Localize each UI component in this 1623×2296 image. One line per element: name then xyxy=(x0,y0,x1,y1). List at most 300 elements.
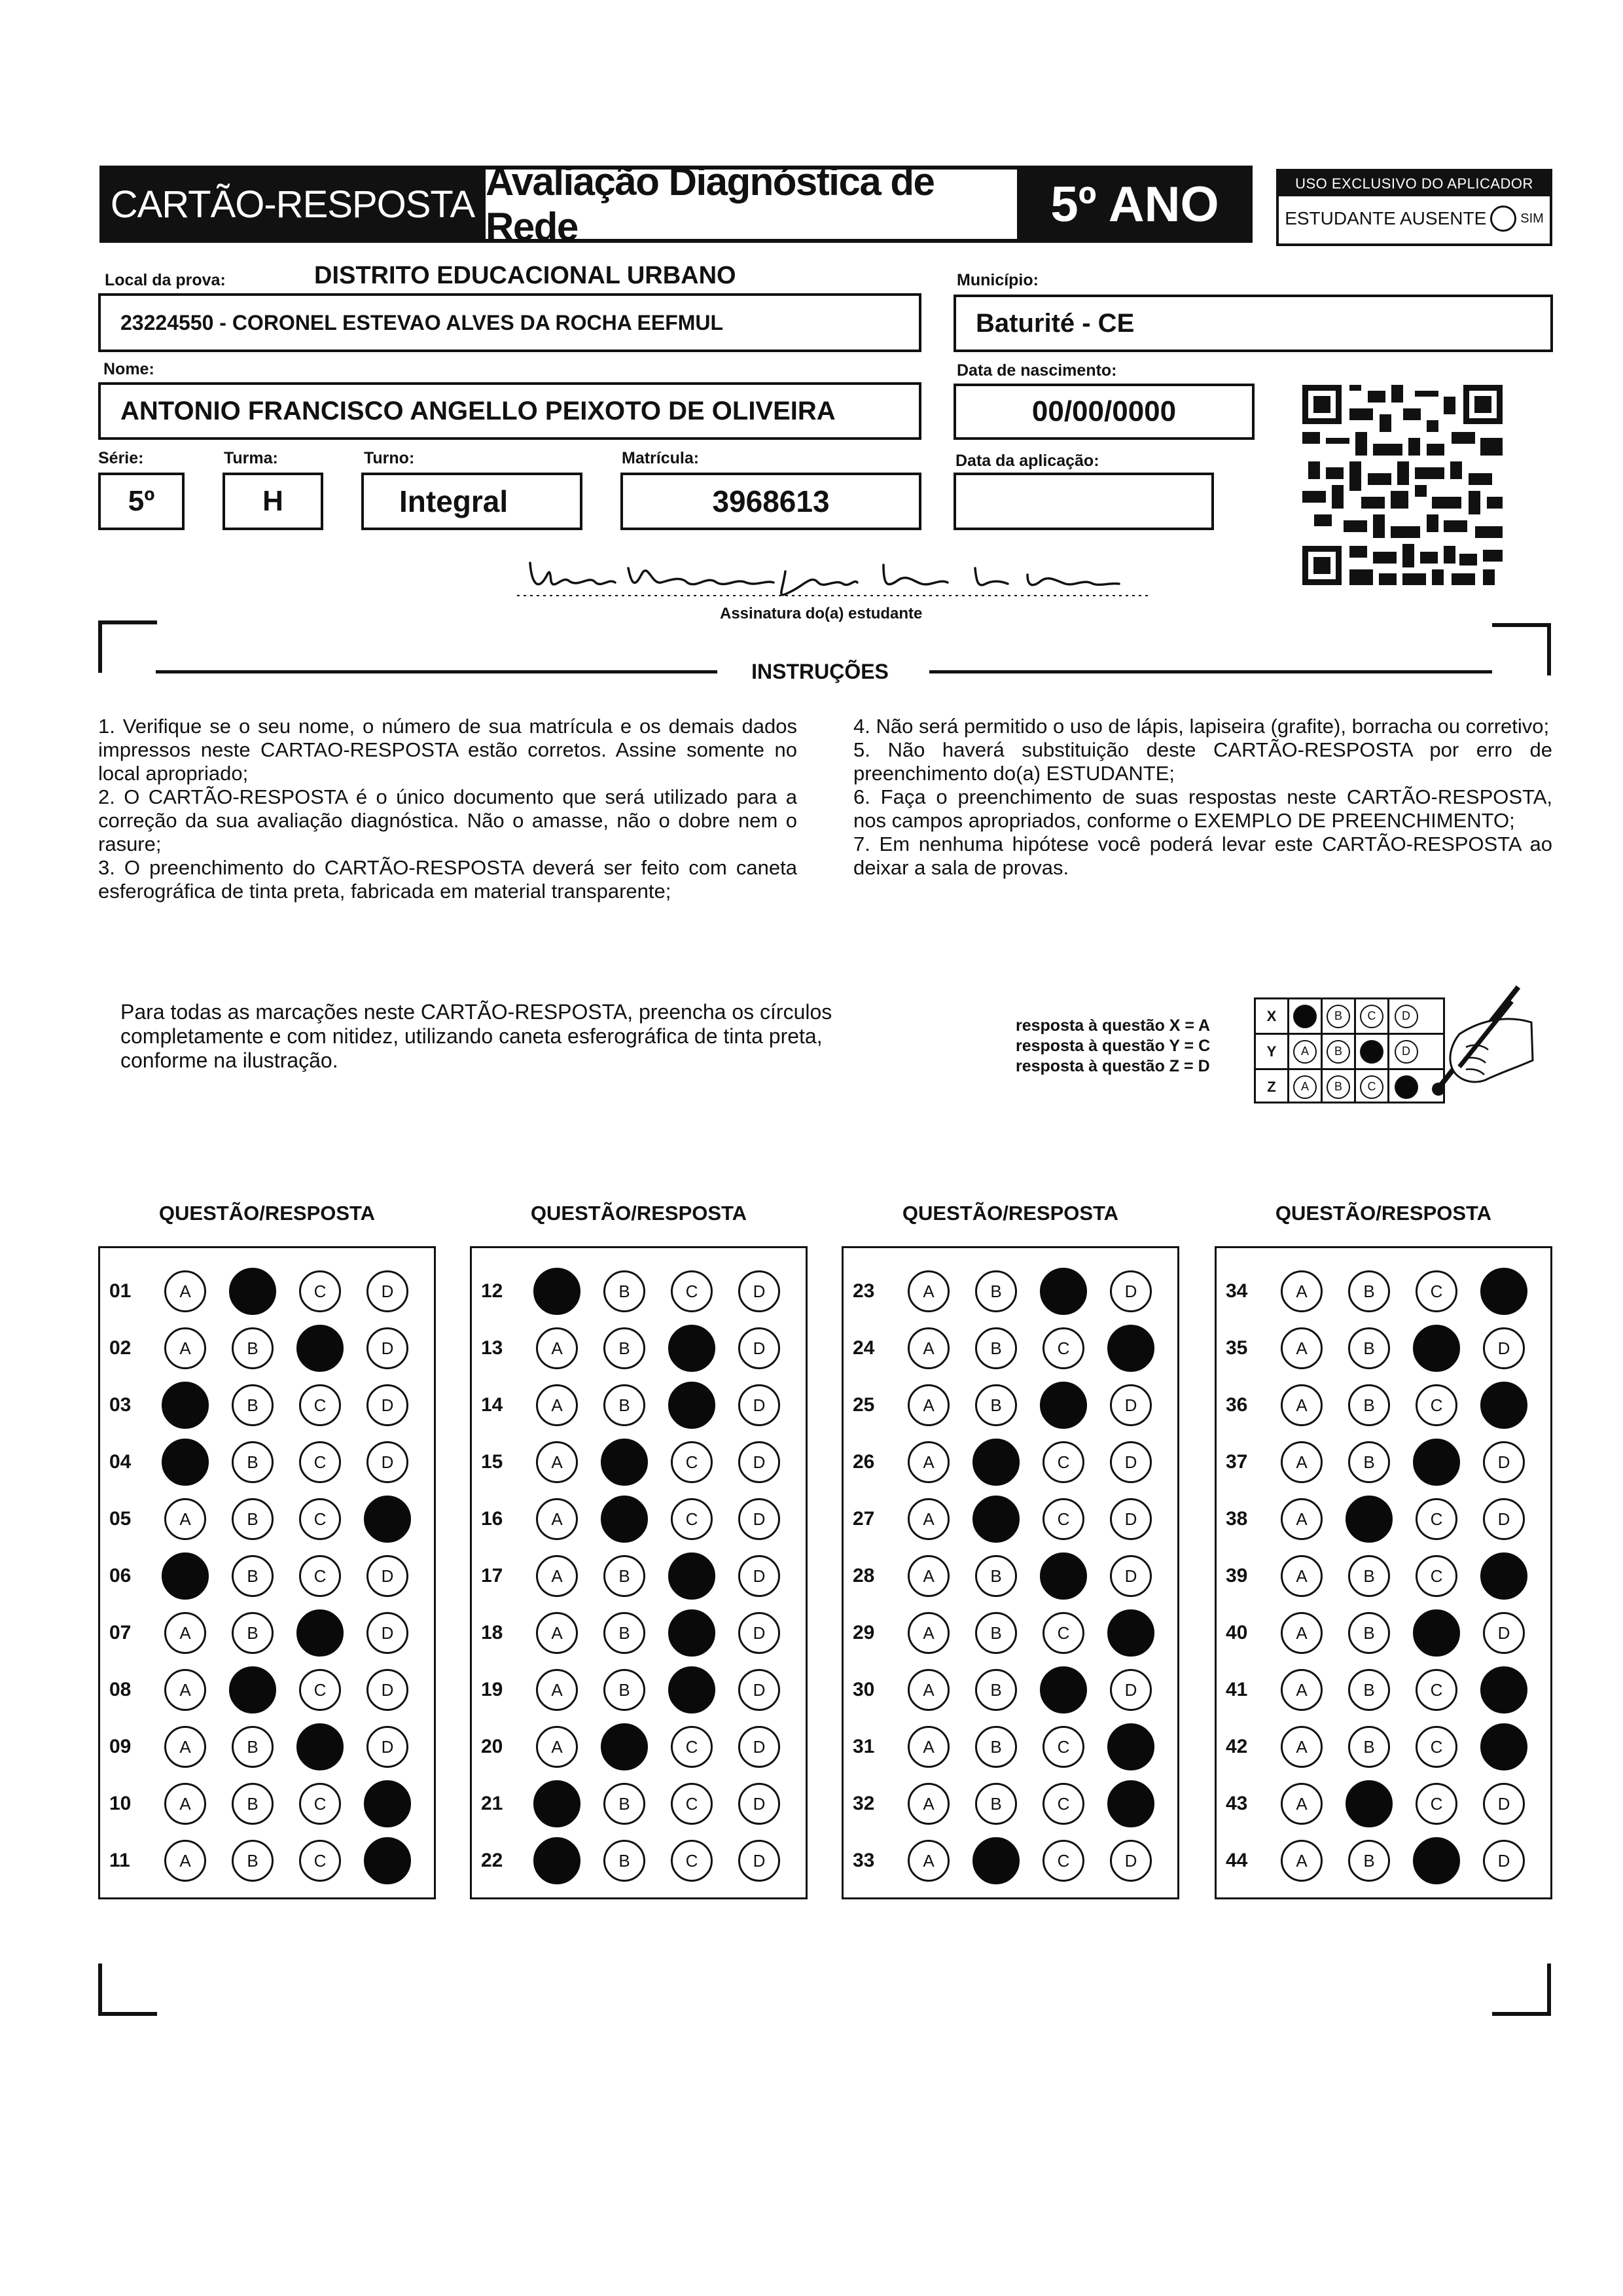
answer-row xyxy=(472,1441,806,1483)
answer-bubble-b[interactable]: B xyxy=(1348,1555,1390,1597)
answer-bubble-b[interactable]: B xyxy=(1348,1327,1390,1369)
answer-bubble-c[interactable]: C xyxy=(671,1498,713,1540)
answer-row xyxy=(472,1783,806,1825)
answer-panel xyxy=(842,1246,1179,1899)
answer-bubble-d[interactable]: D xyxy=(738,1783,780,1825)
answer-bubble-b-filled[interactable] xyxy=(972,1439,1020,1486)
question-number: 20 xyxy=(481,1736,503,1757)
exam-title: Avaliação Diagnóstica de Rede xyxy=(486,166,1017,243)
answer-row xyxy=(100,1783,434,1825)
answer-bubble-b[interactable]: B xyxy=(232,1783,274,1825)
answer-bubble-b-filled[interactable] xyxy=(1346,1496,1393,1543)
answer-bubble-d[interactable]: D xyxy=(738,1555,780,1597)
answer-bubble-c[interactable]: C xyxy=(299,1384,341,1426)
answer-bubble-a-filled[interactable] xyxy=(162,1552,209,1600)
answer-bubble-c[interactable]: C xyxy=(1416,1384,1457,1426)
example-row-label: Y xyxy=(1256,1035,1289,1068)
answer-bubble-c-filled[interactable] xyxy=(1040,1666,1087,1713)
answer-bubble-b-filled[interactable] xyxy=(229,1666,276,1713)
example-bubble: D xyxy=(1395,1040,1418,1064)
answer-bubble-a[interactable]: A xyxy=(164,1612,206,1654)
answer-bubble-d[interactable]: D xyxy=(738,1726,780,1768)
answer-bubble-d[interactable]: D xyxy=(1483,1783,1525,1825)
answer-bubble-b[interactable]: B xyxy=(603,1783,645,1825)
question-number: 19 xyxy=(481,1679,503,1700)
example-bubble xyxy=(1293,1005,1317,1028)
question-number: 09 xyxy=(109,1736,132,1757)
answer-bubble-c[interactable]: C xyxy=(299,1840,341,1882)
answer-bubble-c[interactable]: C xyxy=(299,1669,341,1711)
question-number: 37 xyxy=(1226,1451,1248,1473)
answer-bubble-a[interactable]: A xyxy=(908,1327,950,1369)
answer-bubble-b[interactable]: B xyxy=(603,1555,645,1597)
answer-bubble-b[interactable]: B xyxy=(232,1441,274,1483)
question-number: 39 xyxy=(1226,1565,1248,1587)
answer-bubble-c-filled[interactable] xyxy=(1413,1837,1460,1884)
question-number: 05 xyxy=(109,1508,132,1530)
answer-bubble-b[interactable]: B xyxy=(1348,1441,1390,1483)
question-number: 14 xyxy=(481,1394,503,1416)
example-bubble xyxy=(1360,1040,1383,1064)
question-number: 42 xyxy=(1226,1736,1248,1757)
answer-bubble-b[interactable]: B xyxy=(975,1270,1017,1312)
answer-bubble-a-filled[interactable] xyxy=(162,1439,209,1486)
answer-bubble-a[interactable]: A xyxy=(164,1669,206,1711)
answer-bubble-b-filled[interactable] xyxy=(1346,1780,1393,1827)
answer-bubble-a[interactable]: A xyxy=(164,1783,206,1825)
answer-row xyxy=(1217,1498,1550,1540)
answer-bubble-a[interactable]: A xyxy=(164,1498,206,1540)
answer-bubble-a[interactable]: A xyxy=(908,1441,950,1483)
answer-bubble-a[interactable]: A xyxy=(536,1498,578,1540)
answer-bubble-c[interactable]: C xyxy=(1043,1783,1084,1825)
answer-bubble-d[interactable]: D xyxy=(738,1612,780,1654)
answer-bubble-c[interactable]: C xyxy=(1043,1726,1084,1768)
answer-bubble-d[interactable]: D xyxy=(1110,1555,1152,1597)
answer-bubble-a[interactable]: A xyxy=(908,1726,950,1768)
answer-bubble-d-filled[interactable] xyxy=(1107,1325,1154,1372)
answer-bubble-a[interactable]: A xyxy=(536,1441,578,1483)
answer-bubble-a[interactable]: A xyxy=(1281,1612,1323,1654)
answer-bubble-d[interactable]: D xyxy=(738,1498,780,1540)
answer-bubble-c-filled[interactable] xyxy=(1413,1609,1460,1657)
answer-bubble-b[interactable]: B xyxy=(1348,1612,1390,1654)
answer-panel xyxy=(470,1246,808,1899)
turno-label: Turno: xyxy=(364,449,415,467)
example-cell xyxy=(1389,1070,1423,1103)
answer-bubble-a[interactable]: A xyxy=(1281,1840,1323,1882)
answer-bubble-b[interactable]: B xyxy=(975,1327,1017,1369)
answer-bubble-b[interactable]: B xyxy=(232,1384,274,1426)
answer-row xyxy=(472,1612,806,1654)
example-row xyxy=(1256,1070,1443,1103)
answer-bubble-c-filled[interactable] xyxy=(1413,1439,1460,1486)
answer-column-header: QUESTÃO/RESPOSTA xyxy=(530,1202,747,1225)
answer-bubble-b[interactable]: B xyxy=(232,1498,274,1540)
answer-row xyxy=(1217,1441,1550,1483)
answer-row xyxy=(1217,1669,1550,1711)
answer-bubble-d[interactable]: D xyxy=(1483,1441,1525,1483)
answer-bubble-d-filled[interactable] xyxy=(1480,1723,1527,1770)
answer-bubble-a[interactable]: A xyxy=(536,1726,578,1768)
question-number: 30 xyxy=(853,1679,875,1700)
example-bubble: A xyxy=(1293,1075,1317,1099)
answer-bubble-a[interactable]: A xyxy=(164,1270,206,1312)
answer-bubble-c-filled[interactable] xyxy=(1040,1552,1087,1600)
answer-bubble-d-filled[interactable] xyxy=(1480,1666,1527,1713)
question-number: 35 xyxy=(1226,1337,1248,1359)
question-number: 44 xyxy=(1226,1850,1248,1871)
answer-bubble-b[interactable]: B xyxy=(1348,1726,1390,1768)
answer-bubble-d-filled[interactable] xyxy=(1480,1382,1527,1429)
example-bubble: A xyxy=(1293,1040,1317,1064)
answer-row xyxy=(472,1840,806,1882)
answer-bubble-a[interactable]: A xyxy=(1281,1498,1323,1540)
answer-bubble-c-filled[interactable] xyxy=(1040,1268,1087,1315)
nascimento-field[interactable]: 00/00/0000 xyxy=(954,384,1255,440)
answer-bubble-d[interactable]: D xyxy=(1483,1327,1525,1369)
answer-bubble-c[interactable]: C xyxy=(671,1783,713,1825)
answer-bubble-d-filled[interactable] xyxy=(364,1837,411,1884)
answer-bubble-b[interactable]: B xyxy=(975,1384,1017,1426)
answer-bubble-c[interactable]: C xyxy=(1043,1840,1084,1882)
signature xyxy=(517,555,1152,601)
instructions-title: INSTRUÇÕES xyxy=(751,660,889,683)
example-line: resposta à questão X = A xyxy=(1016,1016,1211,1035)
answer-bubble-c[interactable]: C xyxy=(1416,1726,1457,1768)
answer-bubble-a[interactable]: A xyxy=(1281,1555,1323,1597)
answer-panel xyxy=(98,1246,436,1899)
answer-row xyxy=(844,1441,1177,1483)
answer-bubble-b[interactable]: B xyxy=(232,1612,274,1654)
aplicacao-field[interactable] xyxy=(954,473,1214,530)
answer-bubble-b[interactable]: B xyxy=(232,1726,274,1768)
answer-bubble-d-filled[interactable] xyxy=(1480,1268,1527,1315)
answer-bubble-d-filled[interactable] xyxy=(1107,1609,1154,1657)
answer-bubble-d-filled[interactable] xyxy=(364,1780,411,1827)
answer-row xyxy=(1217,1555,1550,1597)
answer-bubble-d-filled[interactable] xyxy=(1107,1723,1154,1770)
answer-bubble-c[interactable]: C xyxy=(299,1783,341,1825)
answer-bubble-b[interactable]: B xyxy=(1348,1384,1390,1426)
answer-bubble-a[interactable]: A xyxy=(536,1384,578,1426)
answer-row xyxy=(472,1669,806,1711)
answer-bubble-d[interactable]: D xyxy=(366,1726,408,1768)
answer-row xyxy=(472,1327,806,1369)
turma-label: Turma: xyxy=(224,449,278,467)
example-bubble: D xyxy=(1395,1005,1418,1028)
answer-bubble-c-filled[interactable] xyxy=(668,1666,715,1713)
answer-bubble-a[interactable]: A xyxy=(164,1840,206,1882)
answer-bubble-c[interactable]: C xyxy=(299,1441,341,1483)
instructions-right xyxy=(853,715,1552,880)
answer-bubble-d[interactable]: D xyxy=(366,1555,408,1597)
answer-bubble-a[interactable]: A xyxy=(1281,1726,1323,1768)
answer-bubble-a[interactable]: A xyxy=(908,1384,950,1426)
question-number: 31 xyxy=(853,1736,875,1757)
answer-bubble-c-filled[interactable] xyxy=(668,1552,715,1600)
answer-bubble-a-filled[interactable] xyxy=(533,1268,580,1315)
answer-bubble-a[interactable]: A xyxy=(908,1555,950,1597)
serie-label: Série: xyxy=(98,449,144,467)
question-number: 36 xyxy=(1226,1394,1248,1416)
answer-row xyxy=(472,1270,806,1312)
instruction-item: 1. Verifique se o seu nome, o número de sua matrícula e os demais dados impressos neste CARTAO-RESPOSTA estão corretos. Assine somente no local apropriado; xyxy=(98,715,797,785)
question-number: 43 xyxy=(1226,1793,1248,1814)
matricula-label: Matrícula: xyxy=(622,449,700,467)
answer-bubble-a[interactable]: A xyxy=(908,1270,950,1312)
question-number: 21 xyxy=(481,1793,503,1814)
answer-row xyxy=(844,1726,1177,1768)
answer-bubble-b[interactable]: B xyxy=(603,1327,645,1369)
answer-bubble-d[interactable]: D xyxy=(738,1669,780,1711)
answer-bubble-b[interactable]: B xyxy=(975,1612,1017,1654)
example-bubble: B xyxy=(1327,1075,1350,1099)
instruction-item: 3. O preenchimento do CARTÃO-RESPOSTA deverá ser feito com caneta esferográfica de tinta preta, fabricada em material transparente; xyxy=(98,856,797,903)
answer-row xyxy=(472,1384,806,1426)
answer-row xyxy=(1217,1612,1550,1654)
instructions-left xyxy=(98,715,797,903)
question-number: 26 xyxy=(853,1451,875,1473)
answer-bubble-a[interactable]: A xyxy=(536,1555,578,1597)
answer-row xyxy=(100,1612,434,1654)
answer-bubble-a[interactable]: A xyxy=(164,1726,206,1768)
answer-bubble-b[interactable]: B xyxy=(232,1327,274,1369)
example-row-label: Z xyxy=(1256,1070,1289,1103)
answer-bubble-a[interactable]: A xyxy=(536,1612,578,1654)
answer-bubble-c[interactable]: C xyxy=(1416,1783,1457,1825)
answer-row xyxy=(100,1498,434,1540)
answer-bubble-c[interactable]: C xyxy=(1416,1555,1457,1597)
answer-row xyxy=(1217,1783,1550,1825)
answer-bubble-b-filled[interactable] xyxy=(972,1496,1020,1543)
example-cell xyxy=(1289,1035,1323,1068)
answer-bubble-a[interactable]: A xyxy=(1281,1384,1323,1426)
answer-row xyxy=(1217,1327,1550,1369)
answer-bubble-c-filled[interactable] xyxy=(296,1325,344,1372)
answer-bubble-b[interactable]: B xyxy=(975,1669,1017,1711)
answer-bubble-a-filled[interactable] xyxy=(162,1382,209,1429)
answer-bubble-c-filled[interactable] xyxy=(1040,1382,1087,1429)
school-field[interactable]: 23224550 - CORONEL ESTEVAO ALVES DA ROCHA EEFMUL xyxy=(98,293,921,352)
answer-bubble-d[interactable]: D xyxy=(1110,1840,1152,1882)
answer-bubble-b[interactable]: B xyxy=(975,1783,1017,1825)
question-number: 11 xyxy=(109,1850,130,1871)
answer-row xyxy=(844,1840,1177,1882)
answer-bubble-d[interactable]: D xyxy=(366,1441,408,1483)
answer-bubble-b-filled[interactable] xyxy=(601,1439,648,1486)
example-row xyxy=(1256,1035,1443,1070)
nome-field[interactable]: ANTONIO FRANCISCO ANGELLO PEIXOTO DE OLIVEIRA xyxy=(98,382,921,440)
matricula-field[interactable]: 3968613 xyxy=(620,473,921,530)
answer-row xyxy=(1217,1840,1550,1882)
answer-bubble-d[interactable]: D xyxy=(1110,1384,1152,1426)
answer-bubble-c-filled[interactable] xyxy=(668,1609,715,1657)
answer-bubble-a[interactable]: A xyxy=(1281,1783,1323,1825)
answer-row xyxy=(100,1441,434,1483)
corner-mark-bottom-left xyxy=(98,1964,157,2016)
example-cell xyxy=(1323,1070,1356,1103)
answer-bubble-d[interactable]: D xyxy=(1110,1441,1152,1483)
qr-code xyxy=(1302,385,1503,585)
card-title: CARTÃO-RESPOSTA xyxy=(99,166,486,243)
answer-bubble-d[interactable]: D xyxy=(1110,1270,1152,1312)
answer-bubble-a-filled[interactable] xyxy=(533,1780,580,1827)
answer-bubble-b[interactable]: B xyxy=(232,1840,274,1882)
answer-bubble-d[interactable]: D xyxy=(1110,1498,1152,1540)
answer-bubble-c-filled[interactable] xyxy=(296,1723,344,1770)
answer-bubble-c-filled[interactable] xyxy=(668,1325,715,1372)
answer-bubble-a-filled[interactable] xyxy=(533,1837,580,1884)
answer-bubble-d-filled[interactable] xyxy=(1107,1780,1154,1827)
answer-bubble-c[interactable]: C xyxy=(671,1726,713,1768)
instructions-rule-left xyxy=(156,670,717,673)
answer-bubble-d-filled[interactable] xyxy=(1480,1552,1527,1600)
example-bubble: B xyxy=(1327,1005,1350,1028)
answer-bubble-c[interactable]: C xyxy=(299,1270,341,1312)
answer-row xyxy=(472,1498,806,1540)
answer-row xyxy=(844,1783,1177,1825)
answer-bubble-d[interactable]: D xyxy=(738,1840,780,1882)
turno-field[interactable]: Integral xyxy=(361,473,582,530)
aplicador-box xyxy=(1276,169,1552,246)
answer-bubble-a[interactable]: A xyxy=(1281,1270,1323,1312)
answer-bubble-d[interactable]: D xyxy=(366,1612,408,1654)
answer-bubble-c-filled[interactable] xyxy=(1413,1325,1460,1372)
answer-bubble-d[interactable]: D xyxy=(1483,1840,1525,1882)
question-number: 04 xyxy=(109,1451,132,1473)
answer-bubble-c[interactable]: C xyxy=(1043,1327,1084,1369)
answer-bubble-c[interactable]: C xyxy=(1416,1270,1457,1312)
answer-bubble-c[interactable]: C xyxy=(1043,1441,1084,1483)
answer-bubble-b-filled[interactable] xyxy=(601,1496,648,1543)
example-cell xyxy=(1389,999,1423,1033)
example-line: resposta à questão Y = C xyxy=(1016,1037,1211,1055)
answer-row xyxy=(1217,1726,1550,1768)
answer-bubble-a[interactable]: A xyxy=(1281,1441,1323,1483)
answer-row xyxy=(844,1612,1177,1654)
answer-bubble-d[interactable]: D xyxy=(1483,1612,1525,1654)
answer-row xyxy=(100,1270,434,1312)
answer-bubble-b[interactable]: B xyxy=(603,1384,645,1426)
instruction-item: 6. Faça o preenchimento de suas respostas neste CARTÃO-RESPOSTA, nos campos apropriados, conforme o EXEMPLO DE PREENCHIMENTO; xyxy=(853,785,1552,832)
answer-bubble-c-filled[interactable] xyxy=(668,1382,715,1429)
answer-bubble-c[interactable]: C xyxy=(299,1498,341,1540)
example-grid xyxy=(1254,997,1445,1103)
answer-bubble-c[interactable]: C xyxy=(1043,1498,1084,1540)
answer-bubble-b[interactable]: B xyxy=(603,1669,645,1711)
answer-bubble-b[interactable]: B xyxy=(975,1726,1017,1768)
ausente-label: ESTUDANTE AUSENTE xyxy=(1285,208,1487,228)
answer-row xyxy=(844,1384,1177,1426)
turma-field[interactable]: H xyxy=(223,473,323,530)
answer-row xyxy=(472,1555,806,1597)
question-number: 01 xyxy=(109,1280,132,1302)
answer-bubble-a[interactable]: A xyxy=(536,1327,578,1369)
question-number: 27 xyxy=(853,1508,875,1530)
nascimento-label: Data de nascimento: xyxy=(957,361,1117,380)
question-number: 41 xyxy=(1226,1679,1248,1700)
question-number: 13 xyxy=(481,1337,503,1359)
answer-bubble-b[interactable]: B xyxy=(603,1840,645,1882)
answer-row xyxy=(472,1726,806,1768)
signature-label: Assinatura do(a) estudante xyxy=(720,605,923,622)
answer-bubble-d[interactable]: D xyxy=(738,1327,780,1369)
corner-mark-bottom-right xyxy=(1492,1964,1551,2016)
answer-bubble-c[interactable]: C xyxy=(671,1840,713,1882)
answer-bubble-a[interactable]: A xyxy=(1281,1327,1323,1369)
answer-row xyxy=(100,1726,434,1768)
answer-bubble-b[interactable]: B xyxy=(975,1555,1017,1597)
example-bubble: B xyxy=(1327,1040,1350,1064)
answer-bubble-d[interactable]: D xyxy=(366,1669,408,1711)
answer-row xyxy=(844,1555,1177,1597)
instruction-item: 7. Em nenhuma hipótese você poderá levar este CARTÃO-RESPOSTA ao deixar a sala de provas. xyxy=(853,833,1552,879)
ausente-checkbox[interactable] xyxy=(1490,206,1516,232)
answer-bubble-d[interactable]: D xyxy=(1483,1498,1525,1540)
answer-bubble-a[interactable]: A xyxy=(908,1840,950,1882)
answer-bubble-d[interactable]: D xyxy=(366,1270,408,1312)
answer-bubble-d[interactable]: D xyxy=(738,1441,780,1483)
question-number: 32 xyxy=(853,1793,875,1814)
answer-bubble-d-filled[interactable] xyxy=(364,1496,411,1543)
instructions-rule-right xyxy=(929,670,1492,673)
answer-bubble-d[interactable]: D xyxy=(738,1270,780,1312)
answer-column-header: QUESTÃO/RESPOSTA xyxy=(158,1202,376,1225)
instruction-item: 2. O CARTÃO-RESPOSTA é o único documento que será utilizado para a correção da sua avaliação diagnóstica. Não o amasse, não o dobre nem o rasure; xyxy=(98,785,797,855)
answer-bubble-a[interactable]: A xyxy=(908,1783,950,1825)
answer-bubble-b-filled[interactable] xyxy=(601,1723,648,1770)
answer-bubble-c-filled[interactable] xyxy=(296,1609,344,1657)
answer-bubble-c[interactable]: C xyxy=(1043,1612,1084,1654)
answer-bubble-c[interactable]: C xyxy=(1416,1669,1457,1711)
local-label: Local da prova: xyxy=(105,271,226,289)
answer-bubble-a[interactable]: A xyxy=(536,1669,578,1711)
answer-bubble-d[interactable]: D xyxy=(1110,1669,1152,1711)
answer-bubble-b-filled[interactable] xyxy=(229,1268,276,1315)
answer-bubble-a[interactable]: A xyxy=(908,1498,950,1540)
answer-bubble-a[interactable]: A xyxy=(908,1612,950,1654)
answer-row xyxy=(844,1270,1177,1312)
question-number: 08 xyxy=(109,1679,132,1700)
serie-field[interactable]: 5º xyxy=(98,473,185,530)
example-cell xyxy=(1323,1035,1356,1068)
answer-bubble-d[interactable]: D xyxy=(738,1384,780,1426)
answer-bubble-c[interactable]: C xyxy=(1416,1498,1457,1540)
answer-bubble-a[interactable]: A xyxy=(908,1669,950,1711)
answer-bubble-d[interactable]: D xyxy=(366,1327,408,1369)
question-number: 06 xyxy=(109,1565,132,1587)
answer-bubble-c[interactable]: C xyxy=(671,1270,713,1312)
corner-mark-top-right xyxy=(1492,623,1551,675)
answer-bubble-d[interactable]: D xyxy=(366,1384,408,1426)
answer-bubble-a[interactable]: A xyxy=(164,1327,206,1369)
example-cell xyxy=(1289,999,1323,1033)
answer-bubble-a[interactable]: A xyxy=(1281,1669,1323,1711)
question-number: 34 xyxy=(1226,1280,1248,1302)
answer-bubble-b[interactable]: B xyxy=(603,1612,645,1654)
answer-bubble-b[interactable]: B xyxy=(1348,1840,1390,1882)
municipio-field[interactable]: Baturité - CE xyxy=(954,295,1553,352)
answer-bubble-c[interactable]: C xyxy=(299,1555,341,1597)
answer-bubble-b[interactable]: B xyxy=(232,1555,274,1597)
answer-bubble-b[interactable]: B xyxy=(1348,1270,1390,1312)
question-number: 18 xyxy=(481,1622,503,1643)
answer-bubble-b[interactable]: B xyxy=(603,1270,645,1312)
answer-bubble-b-filled[interactable] xyxy=(972,1837,1020,1884)
answer-bubble-c[interactable]: C xyxy=(671,1441,713,1483)
answer-bubble-b[interactable]: B xyxy=(1348,1669,1390,1711)
